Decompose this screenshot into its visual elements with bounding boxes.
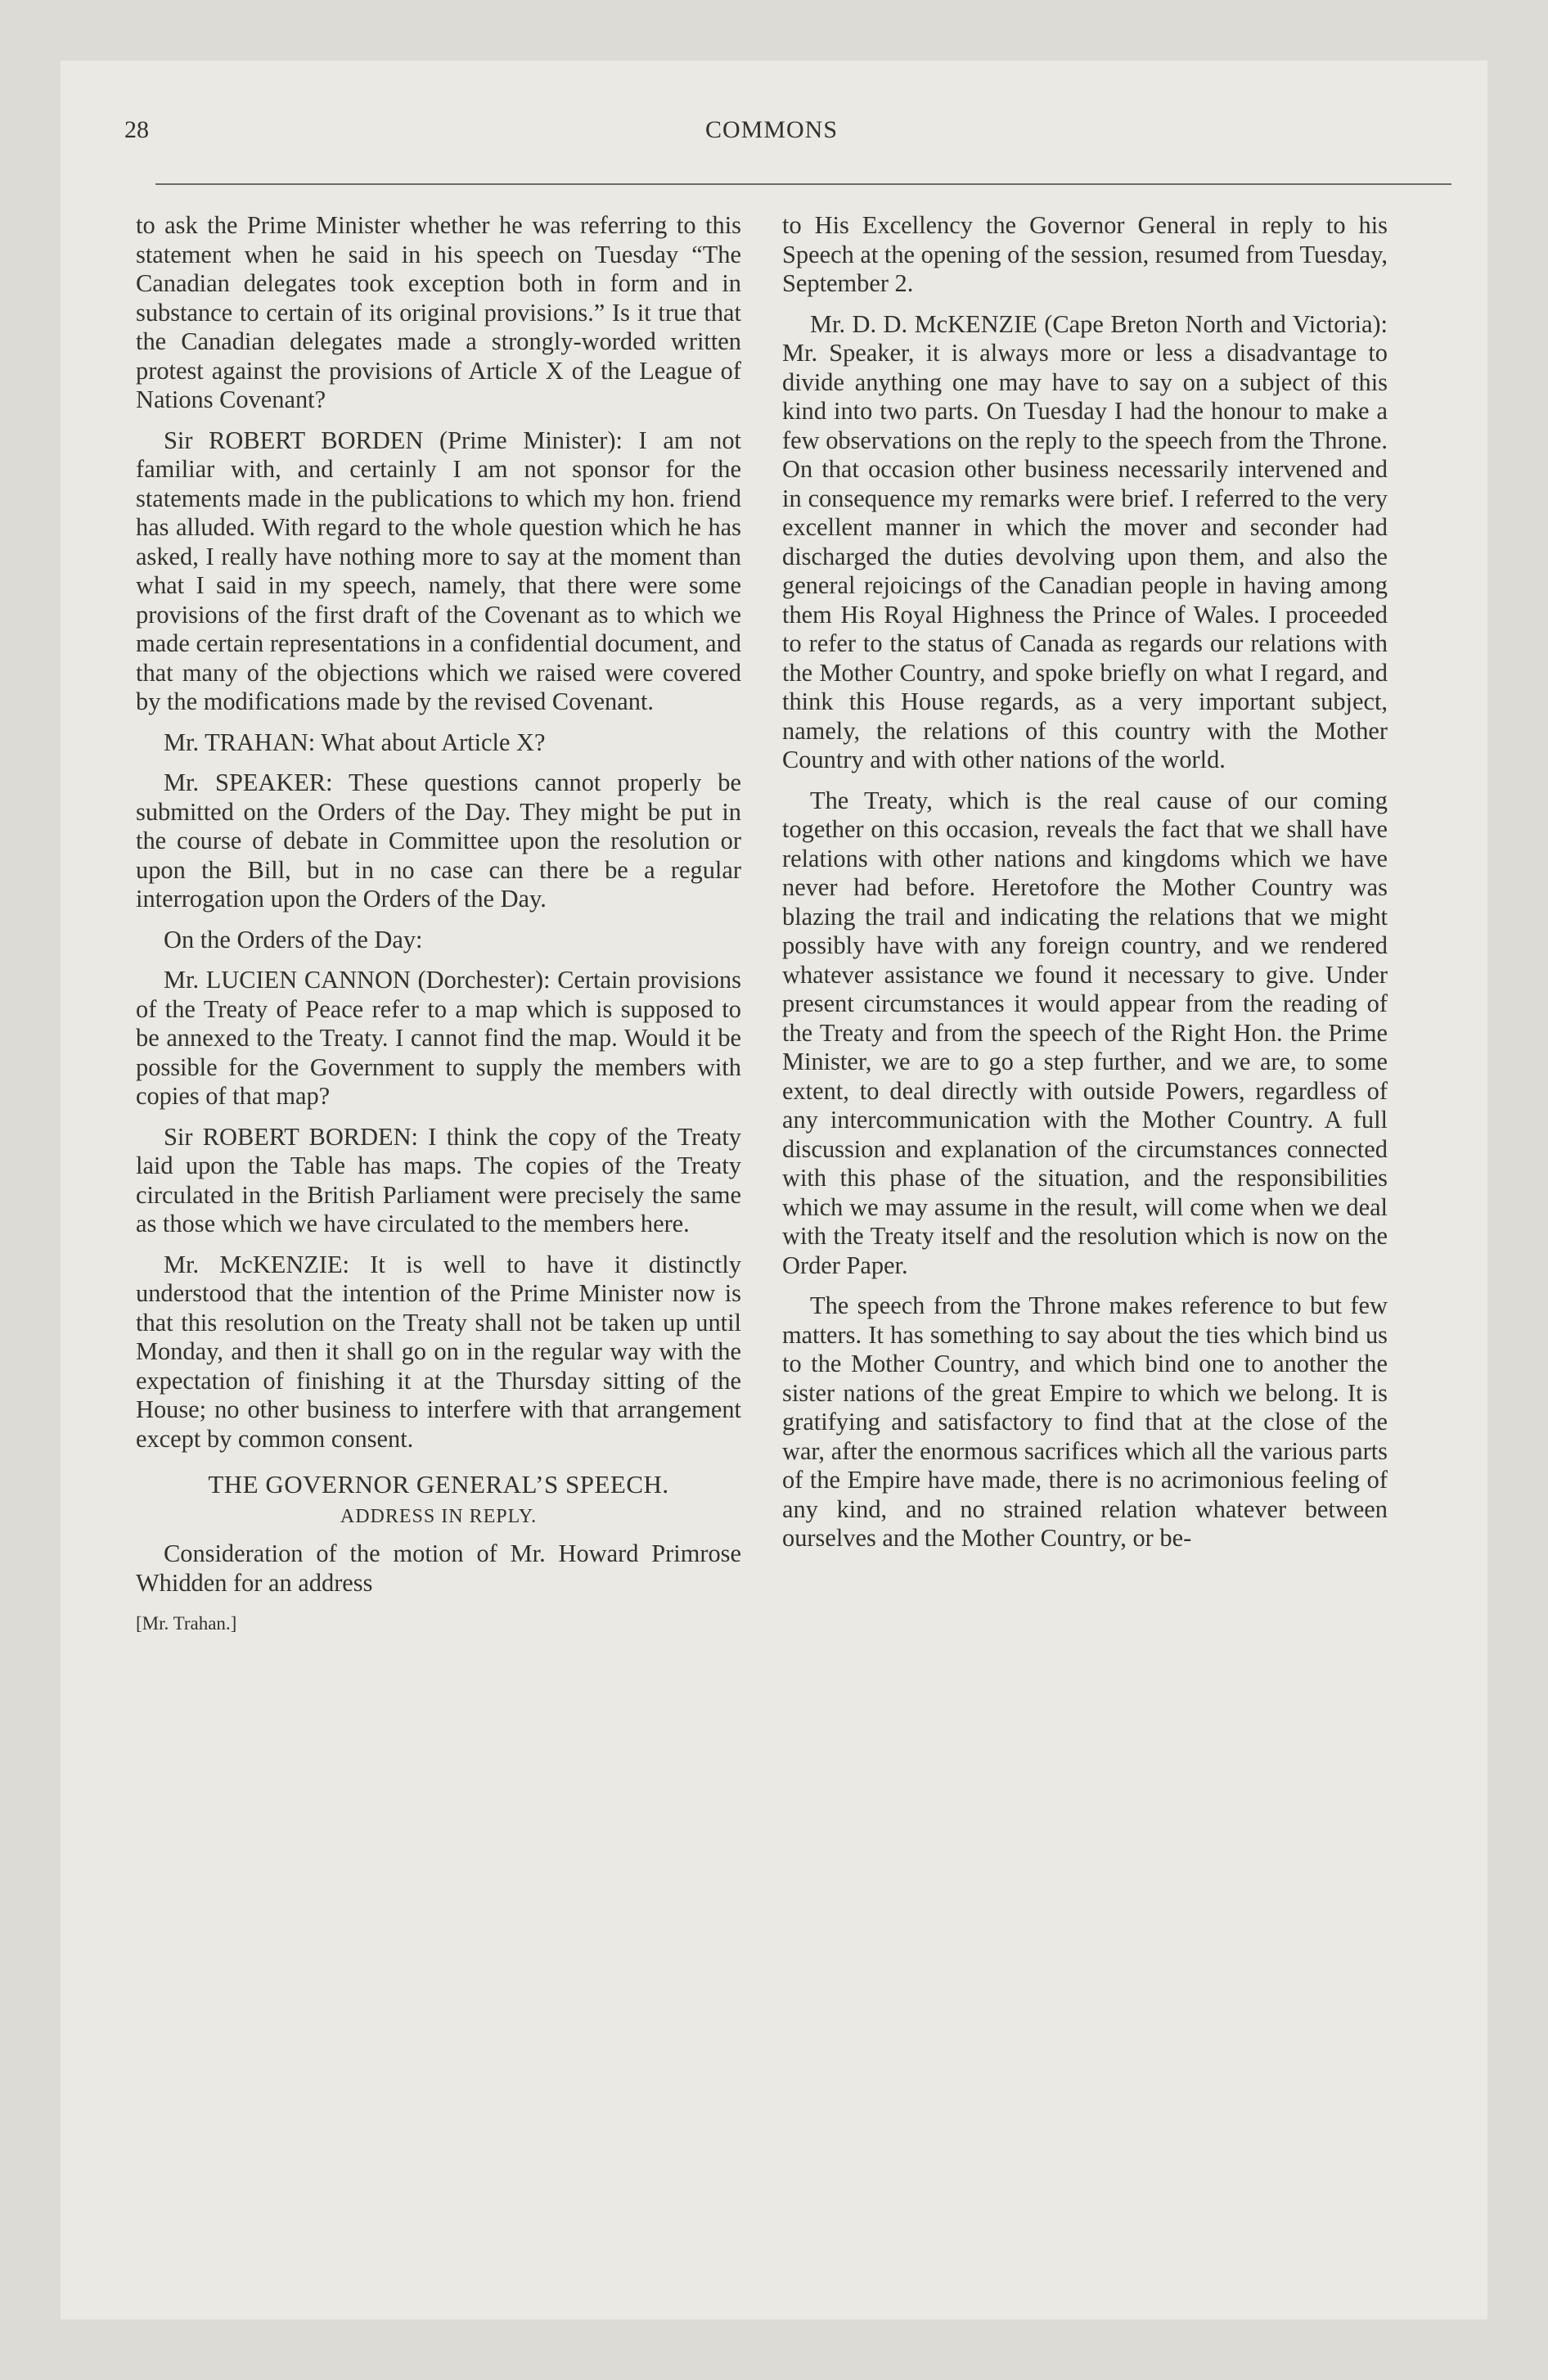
running-head: COMMONS <box>704 116 839 143</box>
paragraph: Mr. TRAHAN: What about Article X? <box>164 728 546 756</box>
page-header <box>124 116 1419 149</box>
header-rule <box>155 183 1451 185</box>
section-subheading: ADDRESS IN REPLY. <box>340 1505 538 1527</box>
paragraph: Mr. McKENZIE: It is well to have it distinctly understood that the intention of the Prime Minister now is that this resolution on the Treaty shall not be taken up until Monday, and then it shall go on in the regular way with the expectation of finishing it at the Thursday sitting of the House; no other business to interfere with that arrangement except by common consent. <box>136 1250 741 1453</box>
paragraph: to ask the Prime Minister whether he was referring to this statement when he said in his speech on Tuesday “The Canadian delegates took exception both in form and in substance to certain of its original provisions.” Is it true that the Canadian delegates made a strongly-worded written protest against the provisions of Article X of the League of Nations Covenant? <box>136 211 741 413</box>
section-heading: THE GOVERNOR GENERAL’S SPEECH. <box>208 1470 669 1499</box>
paragraph: On the Orders of the Day: <box>164 925 423 953</box>
paragraph: The speech from the Throne makes reference to but few matters. It has something to say about the ties which bind us to the Mother Country, and which bind one to another the sister nations of the great Empire to which we belong. It is gratifying and satisfactory to find that at the close of the war, after the enormous sacrifices which all the various parts of the Empire have made, there is no acrimonious feeling of any kind, and no strained relation whatever between ourselves and the Mother Country, or be- <box>782 1291 1388 1552</box>
left-column <box>136 211 741 1639</box>
paragraph: to His Excellency the Governor General in reply to his Speech at the opening of the session, resumed from Tuesday, September 2. <box>782 211 1388 297</box>
paragraph: Sir ROBERT BORDEN: I think the copy of the Treaty laid upon the Table has maps. The copies of the Treaty circulated in the British Parliament were precisely the same as those which we have circulated to the members here. <box>136 1122 741 1237</box>
page-number: 28 <box>124 116 149 143</box>
paragraph: Sir ROBERT BORDEN (Prime Minister): I am not familiar with, and certainly I am not sponsor for the statements made in the publications to which my hon. friend has alluded. With regard to the whole question which he has asked, I really have nothing more to say at the moment than what I said in my speech, namely, that there were some provisions of the first draft of the Covenant as to which we made certain representations in a confidential document, and that many of the objections which we raised were covered by the modifications made by the revised Covenant. <box>136 426 741 715</box>
paragraph: Mr. LUCIEN CANNON (Dorchester): Certain provisions of the Treaty of Peace refer to a map which is supposed to be annexed to the Treaty. I cannot find the map. Would it be possible for the Government to supply the members with copies of that map? <box>136 966 741 1110</box>
paragraph: Mr. D. D. McKENZIE (Cape Breton North and Victoria): Mr. Speaker, it is always more or less a disadvantage to divide anything one may have to say on a subject of this kind into two parts. On Tuesday I had the honour to make a few observations on the reply to the speech from the Throne. On that occasion other business necessarily intervened and in consequence my remarks were brief. I referred to the very excellent manner in which the mover and seconder had discharged the duties devolving upon them, and also the general rejoicings of the Canadian people in having among them His Royal Highness the Prince of Wales. I proceeded to refer to the status of Canada as regards our relations with the Mother Country, and spoke briefly on what I regard, and think this House regards, as a very important subject, namely, the relations of this country with the Mother Country and with other nations of the world. <box>782 309 1388 773</box>
speaker-footnote: [Mr. Trahan.] <box>136 1613 237 1634</box>
paragraph: Mr. SPEAKER: These questions cannot properly be submitted on the Orders of the Day. They might be put in the course of debate in Committee upon the resolution or upon the Bill, but in no case can there be a regular interrogation upon the Orders of the Day. <box>136 769 741 913</box>
right-column <box>782 211 1388 1565</box>
paragraph: Consideration of the motion of Mr. Howard Primrose Whidden for an address <box>136 1539 741 1597</box>
paragraph: The Treaty, which is the real cause of our coming together on this occasion, reveals the fact that we shall have relations with other nations and kingdoms which we have never had before. Heretofore the Mother Country was blazing the trail and indicating the relations that we might possibly have with any foreign country, and we rendered whatever assistance we found it necessary to give. Under present circumstances it would appear from the reading of the Treaty and from the speech of the Right Hon. the Prime Minister, we are to go a step further, and we are, to some extent, to deal directly with outside Powers, regardless of any intercommunication with the Mother Country. A full discussion and explanation of the circumstances connected with this phase of the situation, and the responsibilities which we may assume in the result, will come when we deal with the Treaty itself and the resolution which is now on the Order Paper. <box>782 786 1388 1279</box>
